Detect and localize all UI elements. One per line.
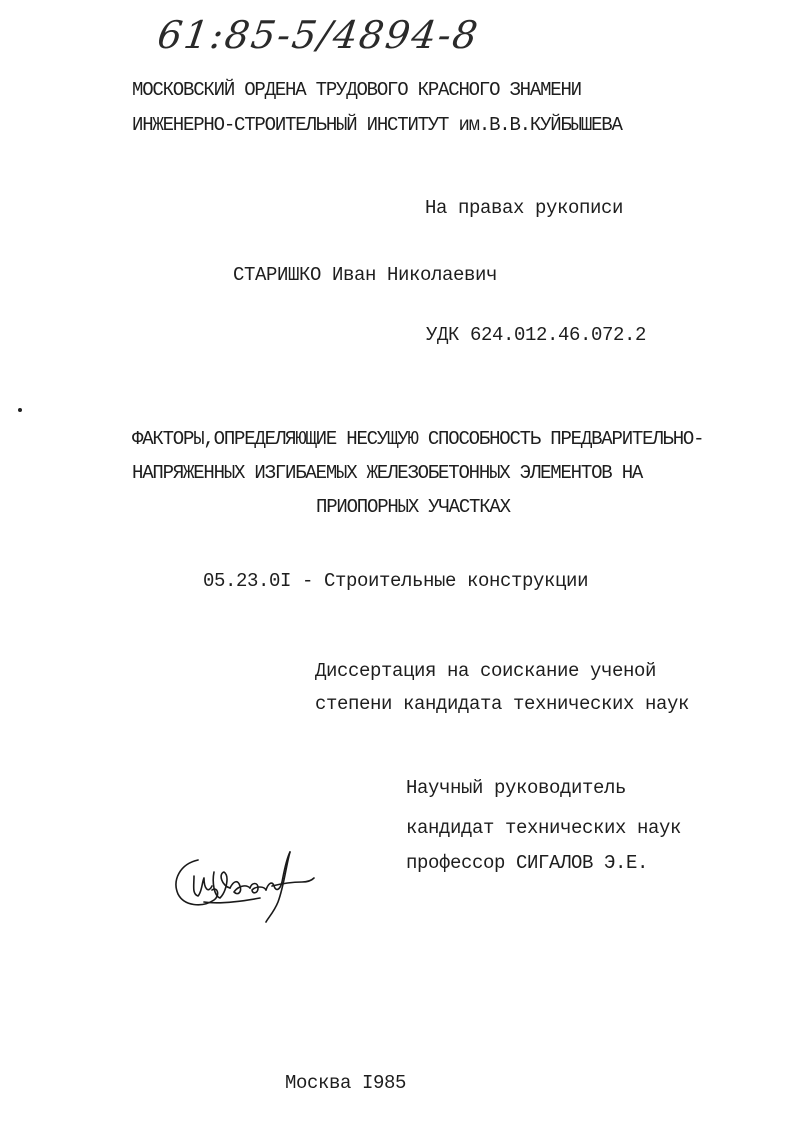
dissertation-line-1: Диссертация на соискание ученой [315,660,657,682]
handwritten-signature [168,846,318,926]
archive-number: 61:85-5/4894-8 [154,13,483,57]
institute-line-1: МОСКОВСКИЙ ОРДЕНА ТРУДОВОГО КРАСНОГО ЗНАМЕНИ [132,79,581,101]
author-name: СТАРИШКО Иван Николаевич [233,264,498,286]
title-line-2: НАПРЯЖЕННЫХ ИЗГИБАЕМЫХ ЖЕЛЕЗОБЕТОННЫХ ЭЛЕМЕНТОВ НА [132,462,643,484]
dissertation-line-2: степени кандидата технических наук [315,693,690,715]
institute-line-2: ИНЖЕНЕРНО-СТРОИТЕЛЬНЫЙ ИНСТИТУТ им.В.В.КУЙБЫШЕВА [132,114,622,136]
stray-mark [18,408,22,412]
place-year: Москва I985 [285,1072,407,1094]
supervisor-label: Научный руководитель [406,777,627,799]
supervisor-name: профессор СИГАЛОВ Э.Е. [406,852,649,874]
udc-code: УДК 624.012.46.072.2 [426,324,647,346]
title-line-1: ФАКТОРЫ,ОПРЕДЕЛЯЮЩИЕ НЕСУЩУЮ СПОСОБНОСТЬ ПРЕДВАРИТЕЛЬНО- [132,428,704,450]
supervisor-degree: кандидат технических наук [406,817,682,839]
specialty-code: 05.23.0I - Строительные конструкции [203,570,589,592]
manuscript-note: На правах рукописи [425,197,624,219]
title-line-3: ПРИОПОРНЫХ УЧАСТКАХ [316,496,510,518]
